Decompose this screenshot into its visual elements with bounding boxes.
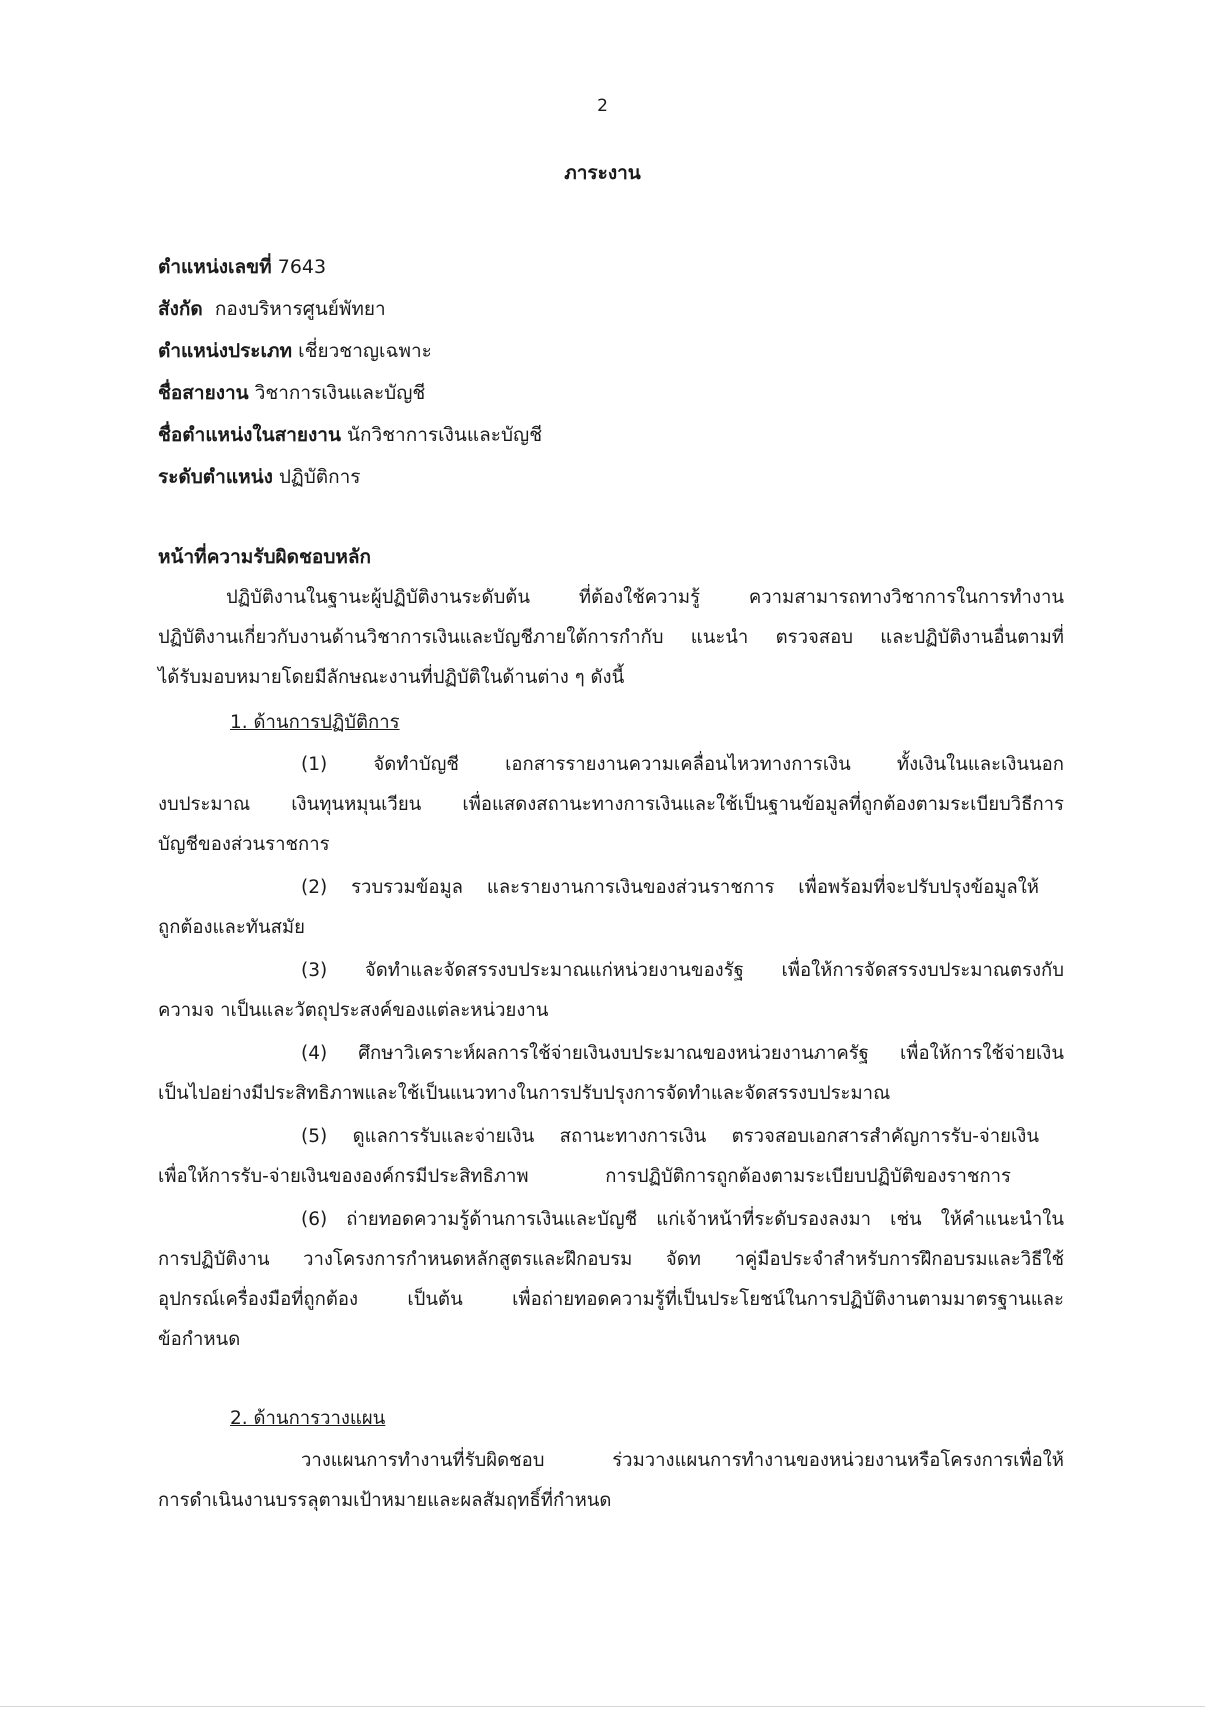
item-line: อุปกรณ์เครื่องมือที่ถูกต้อง เป็นต้น เพื่อถ่ายทอดความรู้ที่เป็นประโยชน์ในการปฏิบัติงานตามมาตรฐานและ [158,1289,1064,1310]
info-label: ชื่อสายงาน [158,382,249,404]
item-line: บัญชีของส่วนราชการ [158,834,330,855]
item-line: (6) ถ่ายทอดความรู้ด้านการเงินและบัญชี แก่เจ้าหน้าที่ระดับรองลงมา เช่น ให้คำแนะนำใน [301,1209,1064,1230]
info-position-number [158,252,326,282]
item-line: เป็นไปอย่างมีประสิทธิภาพและใช้เป็นแนวทางในการปรับปรุงการจัดทำและจัดสรรงบประมาณ [158,1083,891,1104]
info-position-type [158,336,432,366]
item-line: (4) ศึกษาวิเคราะห์ผลการใช้จ่ายเงินงบประมาณของหน่วยงานภาครัฐ เพื่อให้การใช้จ่ายเงิน [301,1043,1064,1064]
info-position-level [158,462,361,492]
section-2-title: 2. ด้านการวางแผน [230,1408,386,1429]
item-line: งบประมาณ เงินทุนหมุนเวียน เพื่อแสดงสถานะทางการเงินและใช้เป็นฐานข้อมูลที่ถูกต้องตามระเบียบวิธีการ [158,794,1064,815]
info-position-name [158,420,542,450]
item-line: (2) รวบรวมข้อมูล และรายงานการเงินของส่วนราชการ เพื่อพร้อมที่จะปรับปรุงข้อมูลให้ [301,877,1039,898]
page-number: 2 [597,96,608,116]
info-value: นักวิชาการเงินและบัญชี [347,424,543,446]
info-affiliation [158,294,386,324]
page-title: ภาระงาน [564,162,641,184]
item-line: ถูกต้องและทันสมัย [158,917,305,938]
info-label: สังกัด [158,298,203,320]
item-line: (3) จัดทำและจัดสรรงบประมาณแก่หน่วยงานของรัฐ เพื่อให้การจัดสรรงบประมาณตรงกับ [301,960,1064,981]
main-responsibilities-heading: หน้าที่ความรับผิดชอบหลัก [158,546,372,568]
page-edge-divider [0,1706,1205,1707]
intro-line: ปฏิบัติงานในฐานะผู้ปฏิบัติงานระดับต้น ที่ต้องใช้ความรู้ ความสามารถทางวิชาการในการทำงาน [226,587,1064,608]
info-job-line [158,378,425,408]
info-label: ระดับตำแหน่ง [158,466,273,488]
item-line: การปฏิบัติงาน วางโครงการกำหนดหลักสูตรและฝึกอบรม จัดท าคู่มือประจำสำหรับการฝึกอบรมและวิธีใช้ [158,1249,1064,1270]
info-label: ตำแหน่งประเภท [158,340,293,362]
intro-line: ปฏิบัติงานเกี่ยวกับงานด้านวิชาการเงินและบัญชีภายใต้การกำกับ แนะนำ ตรวจสอบ และปฏิบัติงานอื่นตามที่ [158,627,1064,648]
item-line: เพื่อให้การรับ-จ่ายเงินขององค์กรมีประสิทธิภาพ การปฏิบัติการถูกต้องตามระเบียบปฏิบัติของราชการ [158,1166,1011,1187]
section-2-line: การดำเนินงานบรรลุตามเป้าหมายและผลสัมฤทธิ์ที่กำหนด [158,1490,612,1511]
item-line: ข้อกำหนด [158,1329,241,1350]
info-value: วิชาการเงินและบัญชี [254,382,426,404]
item-line: (5) ดูแลการรับและจ่ายเงิน สถานะทางการเงิน ตรวจสอบเอกสารสำคัญการรับ-จ่ายเงิน [301,1126,1039,1147]
item-line: ความจ าเป็นและวัตถุประสงค์ของแต่ละหน่วยงาน [158,1000,549,1021]
intro-line: ได้รับมอบหมายโดยมีลักษณะงานที่ปฏิบัติในด้านต่าง ๆ ดังนี้ [158,667,625,688]
item-line: (1) จัดทำบัญชี เอกสารรายงานความเคลื่อนไหวทางการเงิน ทั้งเงินในและเงินนอก [301,754,1064,775]
info-value: 7643 [277,256,327,278]
info-value: เชี่ยวชาญเฉพาะ [298,340,432,362]
info-value: กองบริหารศูนย์พัทยา [214,298,386,320]
info-value: ปฏิบัติการ [278,466,361,488]
section-2-line: วางแผนการทำงานที่รับผิดชอบ ร่วมวางแผนการทำงานของหน่วยงานหรือโครงการเพื่อให้ [301,1450,1064,1471]
info-label: ตำแหน่งเลขที่ [158,256,272,278]
info-label: ชื่อตำแหน่งในสายงาน [158,424,341,446]
section-1-title: 1. ด้านการปฏิบัติการ [230,712,400,733]
